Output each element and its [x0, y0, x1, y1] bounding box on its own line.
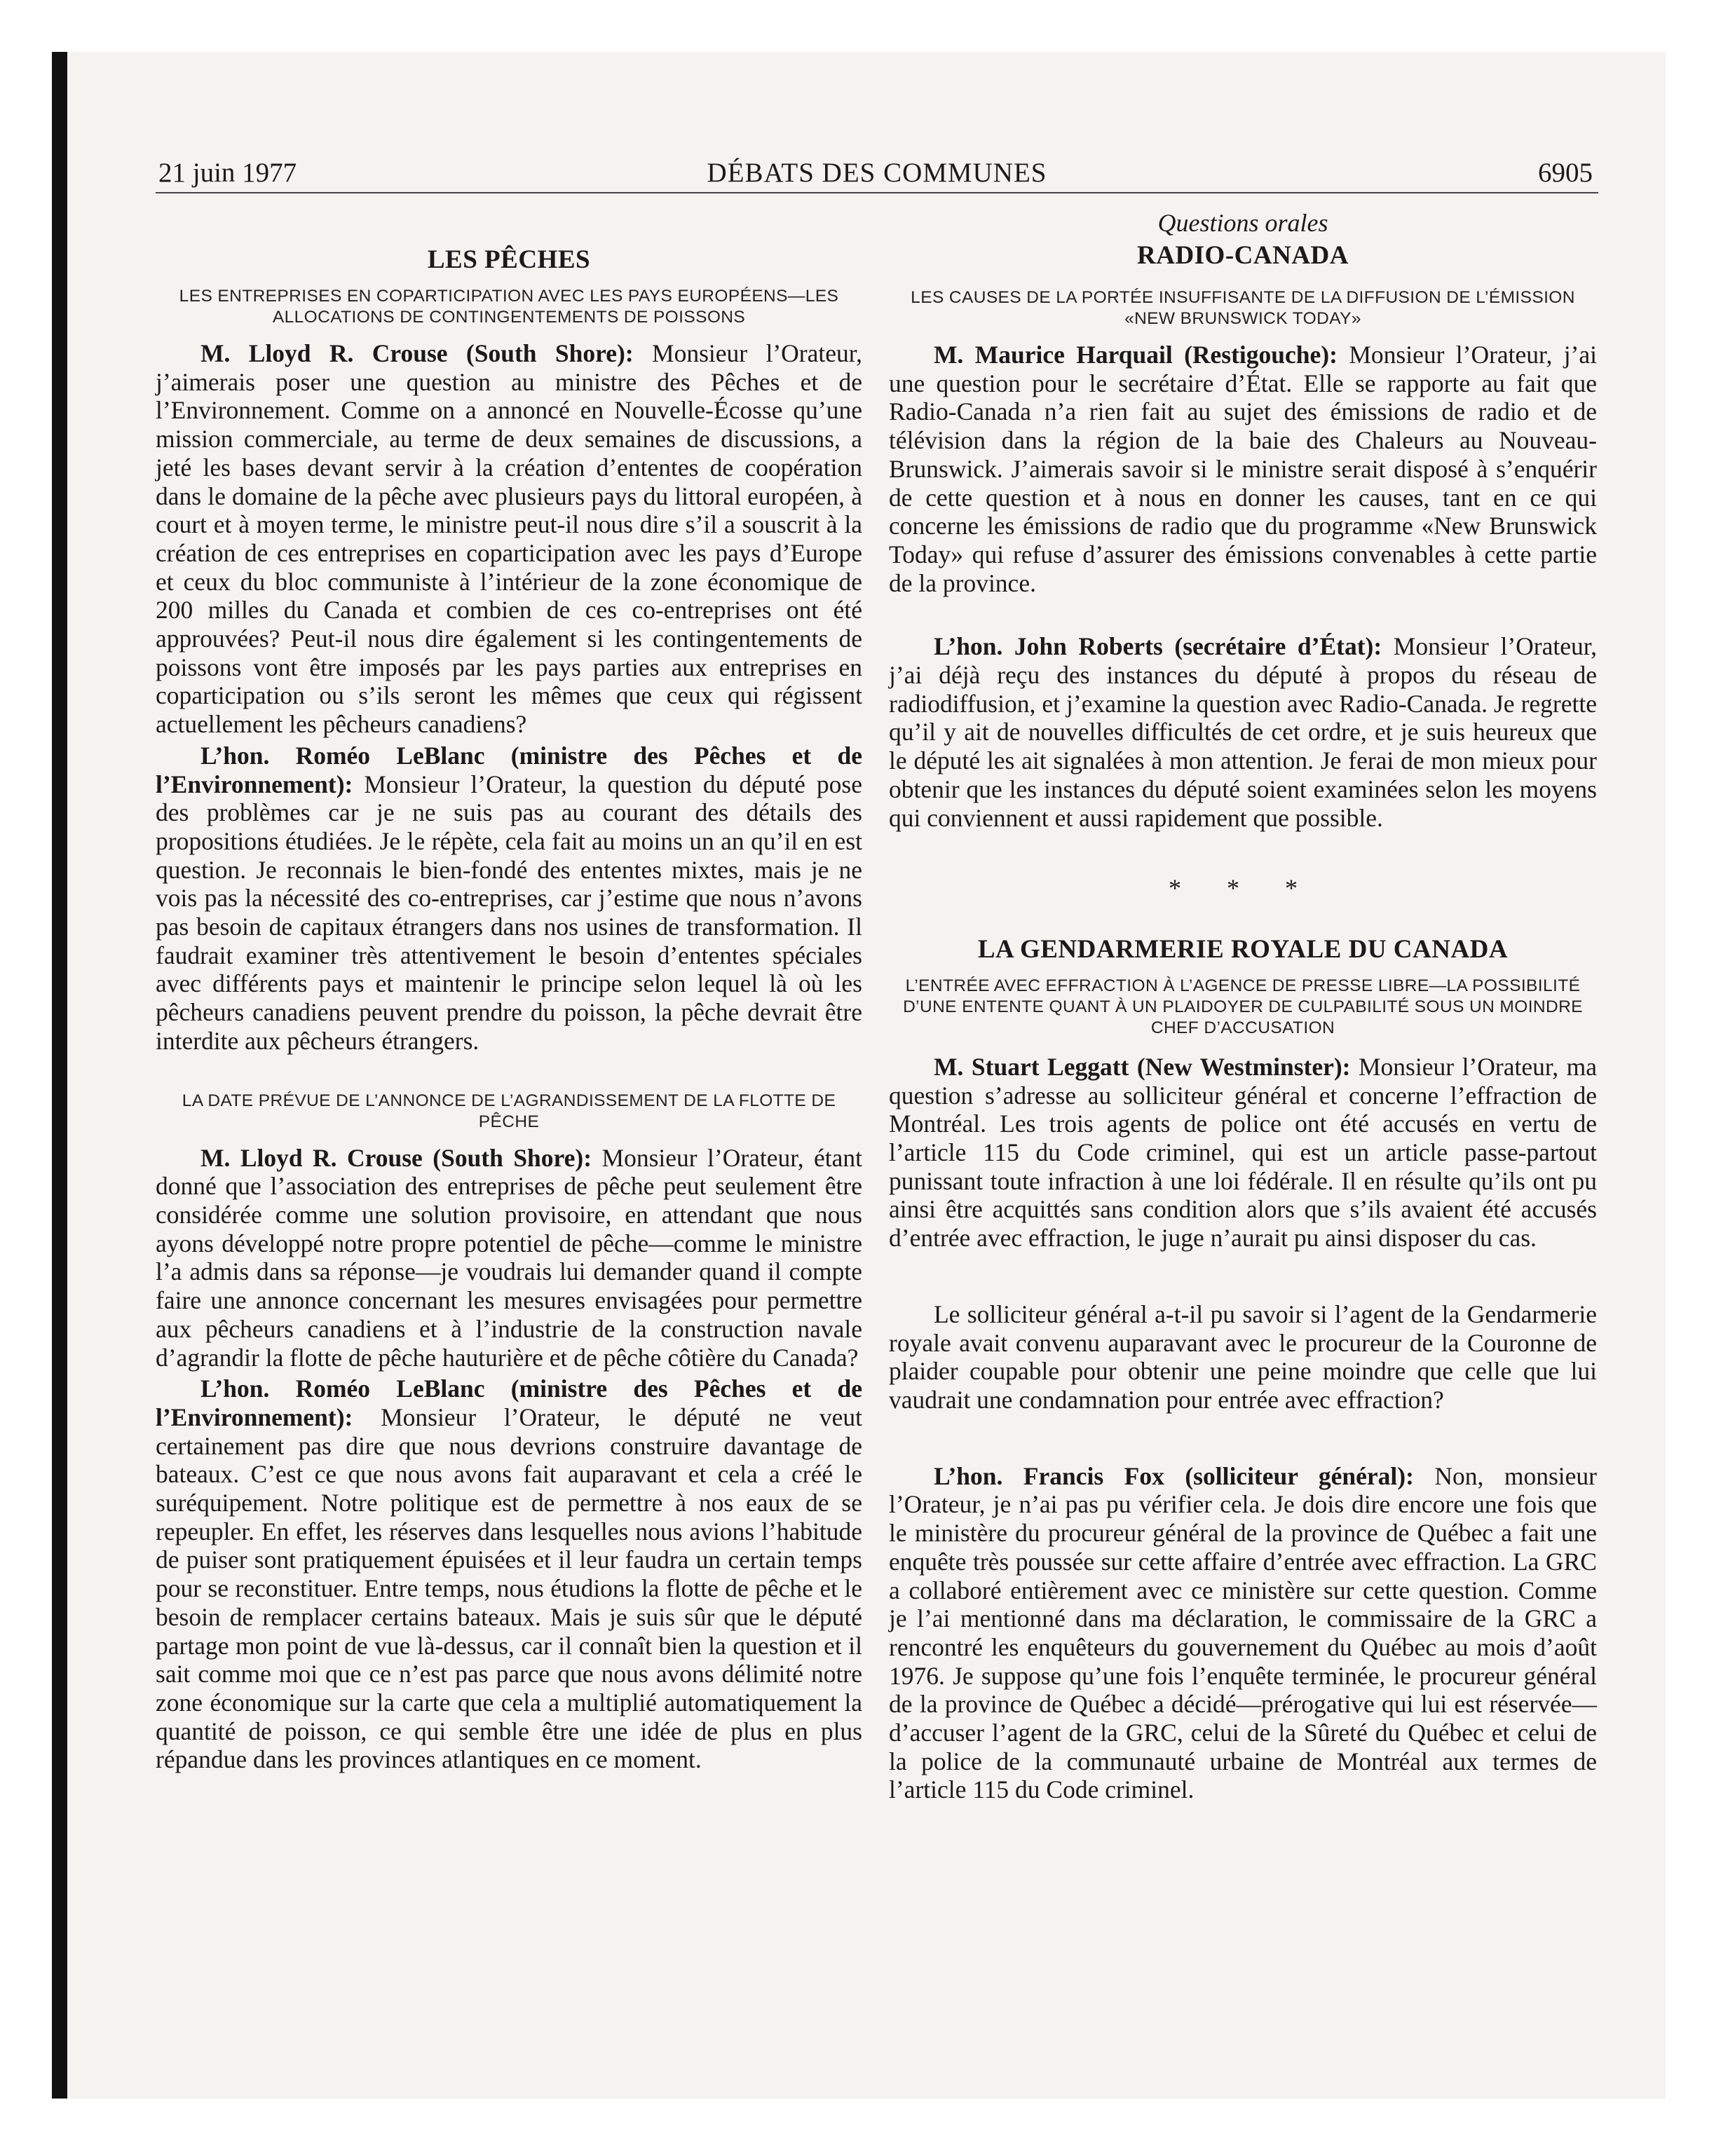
- section-title-les-peches: LES PÊCHES: [427, 245, 591, 274]
- speaker-name: L’hon. Roméo LeBlanc (ministre des Pêches et de l’Environnement):: [156, 1374, 862, 1431]
- speech-paragraph: [156, 1144, 862, 1372]
- speech-paragraph: [889, 341, 1597, 597]
- speech-text: Monsieur l’Orateur, la question du député pose des problèmes car je ne suis pas au courant des détails des propositions étudiées. Je le répète, cela fait au moins un an qu’il en est question. Je reconnais le bien-fondé des ententes mixtes, mais je ne vois pas la nécessité des co-entreprises, car j’estime que nous n’avons pas besoin de capitaux étrangers dans nos usines de transformation. Il faudrait examiner très attentivement le besoin d’ententes spéciales avec différents pays et maintenir le principe selon lequel là où les pêcheurs canadiens peuvent prendre du poisson, la pêche devrait être interdite aux pêcheurs étrangers.: [156, 770, 862, 1055]
- speaker-name: L’hon. Roméo LeBlanc (ministre des Pêches et de l’Environnement):: [156, 741, 862, 798]
- right-column: [889, 207, 1597, 1804]
- speech-text: Monsieur l’Orateur, ma question s’adresse au solliciteur général et concerne l’effraction de Montréal. Les trois agents de police ont été accusés en vertu de l’article 115 du Code criminel, qui est un article passe-partout punissant toute infraction à une loi fédérale. Il en résulte qu’ils ont pu ainsi être acquittés sans condition alors que s’ils avaient été accusés d’entrée avec effraction, le juge n’aurait pu ainsi disposer du cas.: [889, 1052, 1597, 1253]
- section-subtitle: L’ENTRÉE AVEC EFFRACTION À L’AGENCE DE PRESSE LIBRE—LA POSSIBILITÉ D’UNE ENTENTE QUANT À UN PLAIDOYER DE CULPABILITÉ SOUS UN MOINDRE CHEF D’ACCUSATION: [903, 976, 1583, 1037]
- section-subtitle: LA DATE PRÉVUE DE L’ANNONCE DE L’AGRANDISSEMENT DE LA FLOTTE DE PÊCHE: [182, 1091, 836, 1131]
- section-subtitle: LES CAUSES DE LA PORTÉE INSUFFISANTE DE LA DIFFUSION DE L’ÉMISSION «NEW BRUNSWICK TODAY»: [911, 288, 1575, 328]
- speech-paragraph: [156, 339, 862, 739]
- speaker-name: L’hon. Francis Fox (solliciteur général):: [934, 1461, 1414, 1490]
- speaker-name: M. Maurice Harquail (Restigouche):: [934, 341, 1338, 369]
- speech-paragraph: [156, 1374, 862, 1774]
- speech-text: Monsieur l’Orateur, j’ai une question pour le secrétaire d’État. Elle se rapporte au fait que Radio-Canada n’a rien fait au sujet des émissions de radio et de télévision dans la région de la baie des Chaleurs au Nouveau-Brunswick. J’aimerais savoir si le ministre serait disposé à s’enquérir de cette question et à nous en donner les causes, tant en ce qui concerne les émissions de radio que du programme «New Brunswick Today» qui refuse d’assurer des émissions convenables à cette partie de la province.: [889, 341, 1597, 597]
- speech-paragraph: [889, 632, 1597, 832]
- speech-paragraph: Le solliciteur général a-t-il pu savoir si l’agent de la Gendarmerie royale avait convenu auparavant avec le procureur de la Couronne de plaider coupable pour obtenir une peine moindre que celle que lui vaudrait une condamnation pour entrée avec effraction?: [889, 1299, 1597, 1414]
- speech-text: Monsieur l’Orateur, j’aimerais poser une question au ministre des Pêches et de l’Environnement. Comme on a annoncé en Nouvelle-Écosse qu’une mission commerciale, au terme de deux semaines de discussions, a jeté les bases devant servir à la création d’ententes de coopération dans le domaine de la pêche avec plusieurs pays du littoral européen, à court et à moyen terme, le ministre peut-il nous dire s’il a souscrit à la création de ces entreprises en coparticipation avec les pays d’Europe et ceux du bloc communiste à l’intérieur de la zone économique de 200 milles du Canada et combien de ces co-entreprises ont été approuvées? Peut-il nous dire également si les contingentements de poissons vont être imposés par les pays parties aux entreprises en coparticipation ou s’ils seront les mêmes que ceux qui régissent actuellement les pêcheurs canadiens?: [156, 339, 863, 739]
- section-title-radio-canada: RADIO-CANADA: [1137, 241, 1349, 270]
- left-column: [156, 207, 862, 1774]
- header-date: 21 juin 1977: [158, 158, 297, 188]
- speech-paragraph: [156, 742, 862, 1056]
- speech-text: Monsieur l’Orateur, étant donné que l’association des entreprises de pêche peut seulement être considérée comme une solution provisoire, en attendant que nous ayons développé notre propre potentiel de pêche—comme le ministre l’a admis dans sa réponse—je voudrais lui demander quand il compte faire une annonce concernant les mesures envisagées pour permettre aux pêcheurs canadiens et à l’industrie de la construction navale d’agrandir la flotte de pêche hauturière et de pêche côtière du Canada?: [156, 1143, 863, 1372]
- section-title-grc: LA GENDARMERIE ROYALE DU CANADA: [977, 934, 1509, 964]
- speech-paragraph: [889, 1053, 1597, 1253]
- speech-text: Monsieur l’Orateur, le député ne veut certainement pas dire que nous devrions construire davantage de bateaux. C’est ce que nous avons fait auparavant et cela a créé le suréquipement. Notre politique est de permettre à nos eaux de se repeupler. En effet, les réserves dans lesquelles nous avions l’habitude de puiser sont pratiquement épuisées et il leur faudra un certain temps pour se reconstituer. Entre temps, nous étudions la flotte de pêche et le besoin de remplacer certains bateaux. Mais je suis sûr que le député partage mon point de vue là-dessus, car il connaît bien la question et il sait comme moi que ce n’est pas parce que nous avons délimité notre zone économique sur la carte que cela a multiplié automatiquement la quantité de poisson, ce qui semble être une idée de plus en plus répandue dans les provinces atlantiques en ce moment.: [156, 1403, 862, 1774]
- speaker-name: L’hon. John Roberts (secrétaire d’État):: [934, 632, 1382, 661]
- speaker-name: M. Stuart Leggatt (New Westminster):: [934, 1052, 1351, 1081]
- speech-text: Monsieur l’Orateur, j’ai déjà reçu des instances du député à propos du réseau de radiodiffusion, et j’examine la question avec Radio-Canada. Je regrette qu’il y ait de nouvelles difficultés de cet ordre, et je suis heureux que le député les ait signalées à mon attention. Je ferai de mon mieux pour obtenir que les instances du député soient examinées selon les moyens qui conviennent et aussi rapidement que possible.: [889, 632, 1598, 832]
- running-head: Questions orales: [1157, 209, 1328, 237]
- speaker-name: M. Lloyd R. Crouse (South Shore):: [200, 339, 634, 367]
- speech-text: Non, monsieur l’Orateur, je n’ai pas pu vérifier cela. Je dois dire encore une fois que le ministère du procureur général de la province de Québec a fait une enquête très poussée sur cette affaire d’entrée avec effraction. La GRC a collaboré entièrement avec ce ministère sur cette question. Comme je l’ai mentionné dans ma déclaration, le commissaire de la GRC a rencontré les enquêteurs du gouvernement du Québec au mois d’août 1976. Je suppose qu’une fois l’enquête terminée, le procureur général de la province de Québec a décidé—prérogative qui lui est réservée—d’accuser l’agent de la GRC, celui de la Sûreté du Québec et celui de la police de la communauté urbaine de Montréal aux termes de l’article 115 du Code criminel.: [889, 1461, 1597, 1804]
- section-separator: * * *: [1169, 874, 1317, 903]
- page-number: 6905: [1538, 158, 1593, 188]
- speaker-name: M. Lloyd R. Crouse (South Shore):: [200, 1143, 592, 1172]
- speech-paragraph: [889, 1462, 1597, 1804]
- header-title: DÉBATS DES COMMUNES: [707, 158, 1047, 188]
- section-subtitle: LES ENTREPRISES EN COPARTICIPATION AVEC LES PAYS EUROPÉENS—LES ALLOCATIONS DE CONTINGENTEMENTS DE POISSONS: [179, 287, 839, 327]
- page-header: [156, 156, 1598, 193]
